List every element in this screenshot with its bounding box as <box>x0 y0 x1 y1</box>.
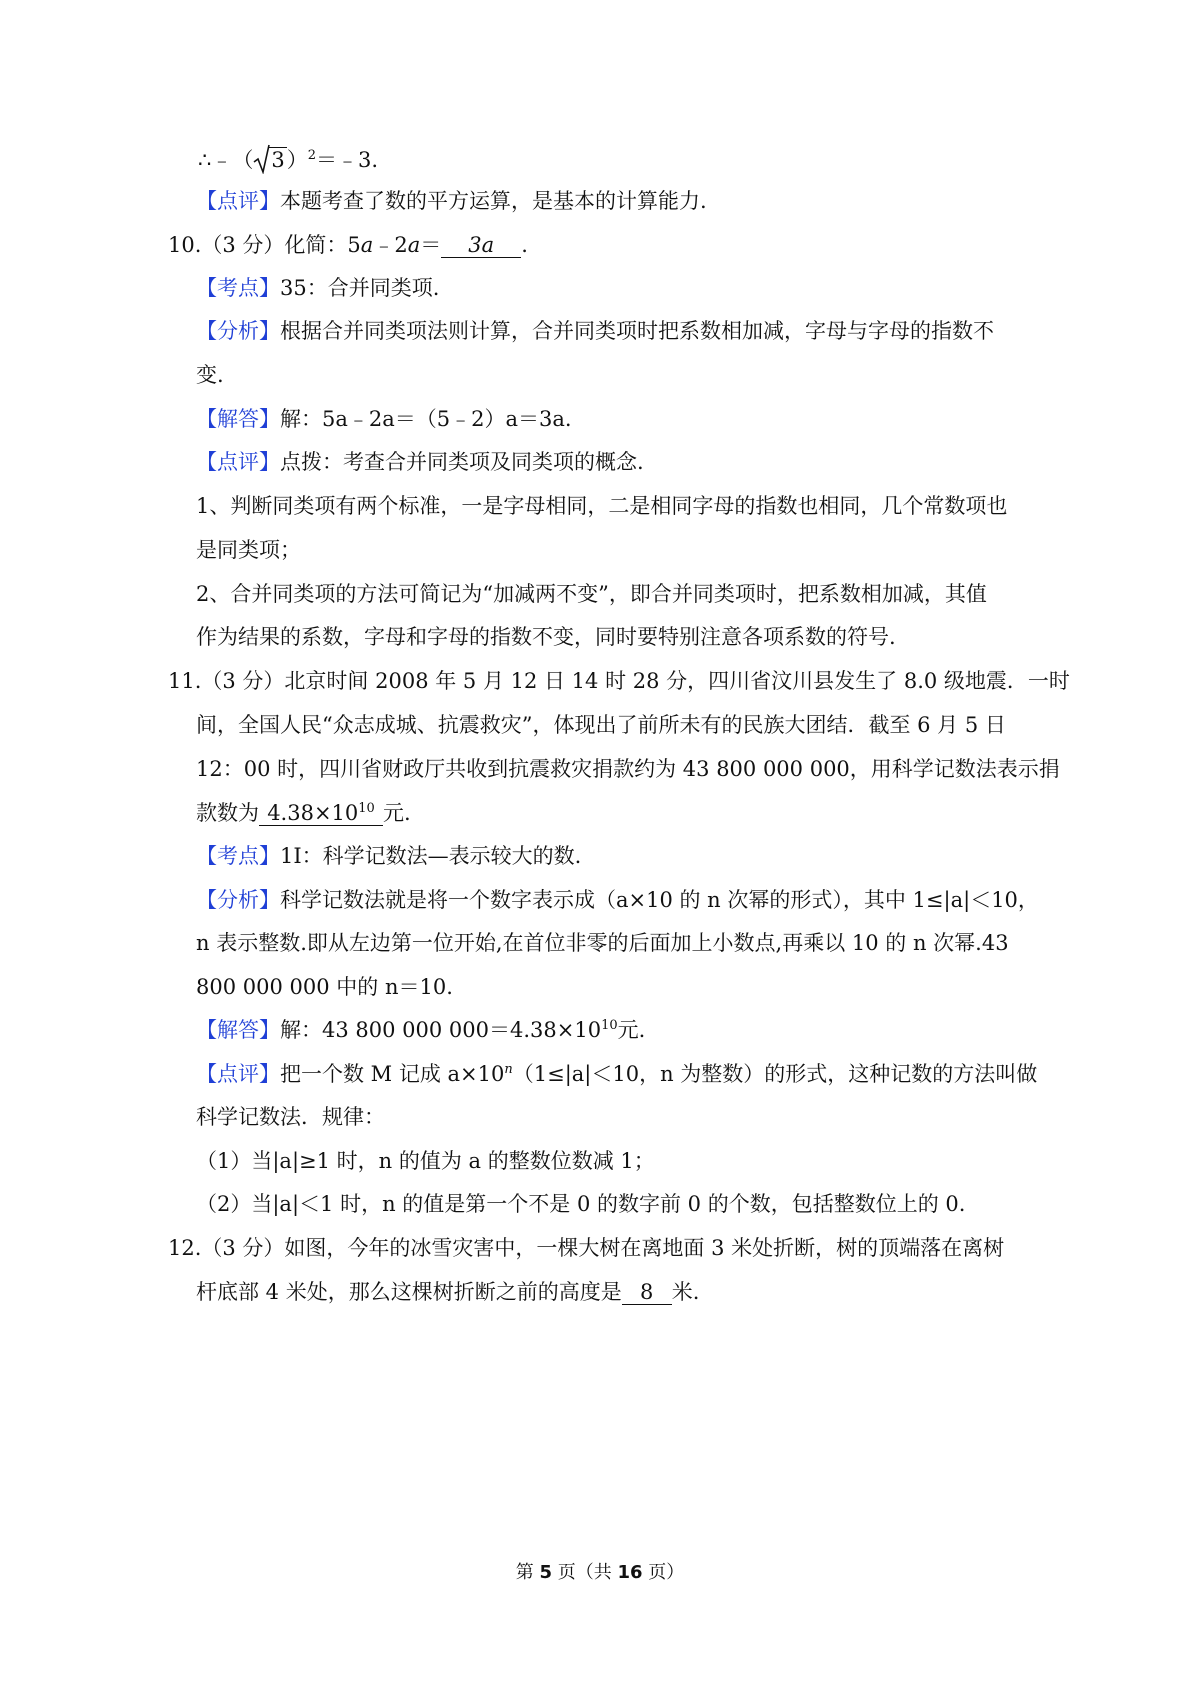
sqrt-symbol <box>253 146 286 174</box>
q11-stem-4-a: 款数为 <box>196 801 259 825</box>
q10-dianping-text: 点拨：考查合并同类项及同类项的概念. <box>280 450 644 474</box>
q11-fenxi-text-1: 科学记数法就是将一个数字表示成（a×10 的 n 次幂的形式），其中 1≤|a|＜10， <box>280 888 1039 912</box>
q11-jieda <box>196 1016 645 1044</box>
q12-stem-2-a: 杆底部 4 米处，那么这棵树折断之前的高度是 <box>196 1280 622 1304</box>
q10-jieda <box>196 405 572 433</box>
q11-jieda-text-a: 解：43 800 000 000＝4.38×10 <box>280 1018 602 1042</box>
q10-stem-end: . <box>521 233 528 257</box>
q10-fenxi-2: 变. <box>196 363 224 387</box>
q9-conclusion <box>198 146 378 174</box>
q11-fenxi-3: 800 000 000 中的 n＝10. <box>196 975 453 999</box>
q11-dianping-2: 科学记数法．规律： <box>196 1105 385 1129</box>
q10-fenxi-1 <box>196 317 994 345</box>
q11-kaodian <box>196 842 581 870</box>
q11-kaodian-text: 1I：科学记数法—表示较大的数. <box>280 844 582 868</box>
q10-stem-b: ﹣2 <box>373 233 408 257</box>
sqrt-radicand: 3 <box>271 148 285 172</box>
fenxi-tag: 【分析】 <box>196 888 280 912</box>
q11-stem-3: 12：00 时，四川省财政厅共收到抗震救灾捐款约为 43 800 000 000，用科学记数法表示捐 <box>196 757 1060 781</box>
q10-note1-2: 是同类项； <box>196 538 301 562</box>
dianping-tag: 【点评】 <box>196 450 280 474</box>
q10-kaodian-text: 35：合并同类项. <box>280 276 440 300</box>
q9-conclusion-text-a: ∴﹣（ <box>198 148 254 172</box>
q9-comment-text: 本题考查了数的平方运算，是基本的计算能力. <box>280 189 707 213</box>
q10-stem-a: 10.（3 分）化简：5 <box>168 233 361 257</box>
q9-conclusion-text-c: ＝﹣3. <box>316 148 379 172</box>
q11-dianping-text-b: （1≤|a|＜10，n 为整数）的形式，这种记数的方法叫做 <box>512 1062 1038 1086</box>
dianping-tag: 【点评】 <box>196 1062 280 1086</box>
fenxi-tag: 【分析】 <box>196 319 280 343</box>
q10-note2-1: 2、合并同类项的方法可简记为“加减两不变”，即合并同类项时，把系数相加减，其值 <box>196 582 987 606</box>
q11-jieda-text-b: 元. <box>617 1018 646 1042</box>
dianping-tag: 【点评】 <box>196 189 280 213</box>
q11-jieda-exponent: 10 <box>601 1018 618 1033</box>
q10-note1-1: 1、判断同类项有两个标准，一是字母相同，二是相同字母的指数也相同，几个常数项也 <box>196 494 1008 518</box>
q11-fenxi-1 <box>196 886 1039 914</box>
jieda-tag: 【解答】 <box>196 407 280 431</box>
q11-rule-1: （1）当|a|≥1 时，n 的值为 a 的整数位数减 1； <box>196 1149 655 1173</box>
q11-dianping-exponent: n <box>504 1062 513 1077</box>
q12-stem-2-b: 米. <box>671 1280 700 1304</box>
q11-answer-exponent: 10 <box>358 801 375 816</box>
q10-answer-blank: 3a <box>441 233 521 258</box>
footer-mid: 页（共 <box>552 1562 618 1583</box>
q11-answer-base: 4.38×10 <box>267 801 359 825</box>
q11-dianping-text-a: 把一个数 M 记成 a×10 <box>280 1062 505 1086</box>
footer-total-pages: 16 <box>617 1562 643 1583</box>
kaodian-tag: 【考点】 <box>196 276 280 300</box>
q11-stem-1: 11.（3 分）北京时间 2008 年 5 月 12 日 14 时 28 分，四川省汶川县发生了 8.0 级地震．一时 <box>168 669 1070 693</box>
footer-suffix: 页） <box>642 1562 685 1583</box>
q12-stem-1: 12.（3 分）如图，今年的冰雪灾害中，一棵大树在离地面 3 米处折断，树的顶端落在离树 <box>168 1236 1005 1260</box>
q10-fenxi-text-1: 根据合并同类项法则计算，合并同类项时把系数相加减，字母与字母的指数不 <box>280 319 994 343</box>
q10-kaodian <box>196 274 439 302</box>
q10-stem-c: ＝ <box>420 233 442 257</box>
q9-exponent: 2 <box>307 148 317 163</box>
q11-dianping <box>196 1060 1037 1088</box>
q11-answer-blank <box>259 801 383 826</box>
q10-note2-2: 作为结果的系数，字母和字母的指数不变，同时要特别注意各项系数的符号. <box>196 625 896 649</box>
q11-stem-4 <box>196 799 411 827</box>
q10-dianping <box>196 448 644 476</box>
q10-var-a2: a <box>407 233 421 257</box>
q11-fenxi-2: n 表示整数.即从左边第一位开始,在首位非零的后面加上小数点,再乘以 10 的 n 次幂.43 <box>196 931 1009 955</box>
q9-comment <box>196 187 707 215</box>
q11-rule-2: （2）当|a|＜1 时，n 的值是第一个不是 0 的数字前 0 的个数，包括整数位上的 0. <box>196 1192 966 1216</box>
footer-page-number: 5 <box>539 1562 552 1583</box>
q9-conclusion-text-b: ） <box>286 148 308 172</box>
q10-jieda-text: 解：5a﹣2a＝（5﹣2）a＝3a. <box>280 407 572 431</box>
q12-stem-2 <box>196 1278 699 1306</box>
q10-var-a1: a <box>360 233 374 257</box>
jieda-tag: 【解答】 <box>196 1018 280 1042</box>
q12-answer-blank: 8 <box>622 1280 672 1305</box>
q11-stem-2: 间，全国人民“众志成城、抗震救灾”，体现出了前所未有的民族大团结．截至 6 月 5 日 <box>196 713 1006 737</box>
kaodian-tag: 【考点】 <box>196 844 280 868</box>
q11-stem-4-b: 元. <box>383 801 411 825</box>
page-footer <box>0 1558 1200 1584</box>
q10-stem <box>168 231 528 259</box>
footer-prefix: 第 <box>515 1562 540 1583</box>
